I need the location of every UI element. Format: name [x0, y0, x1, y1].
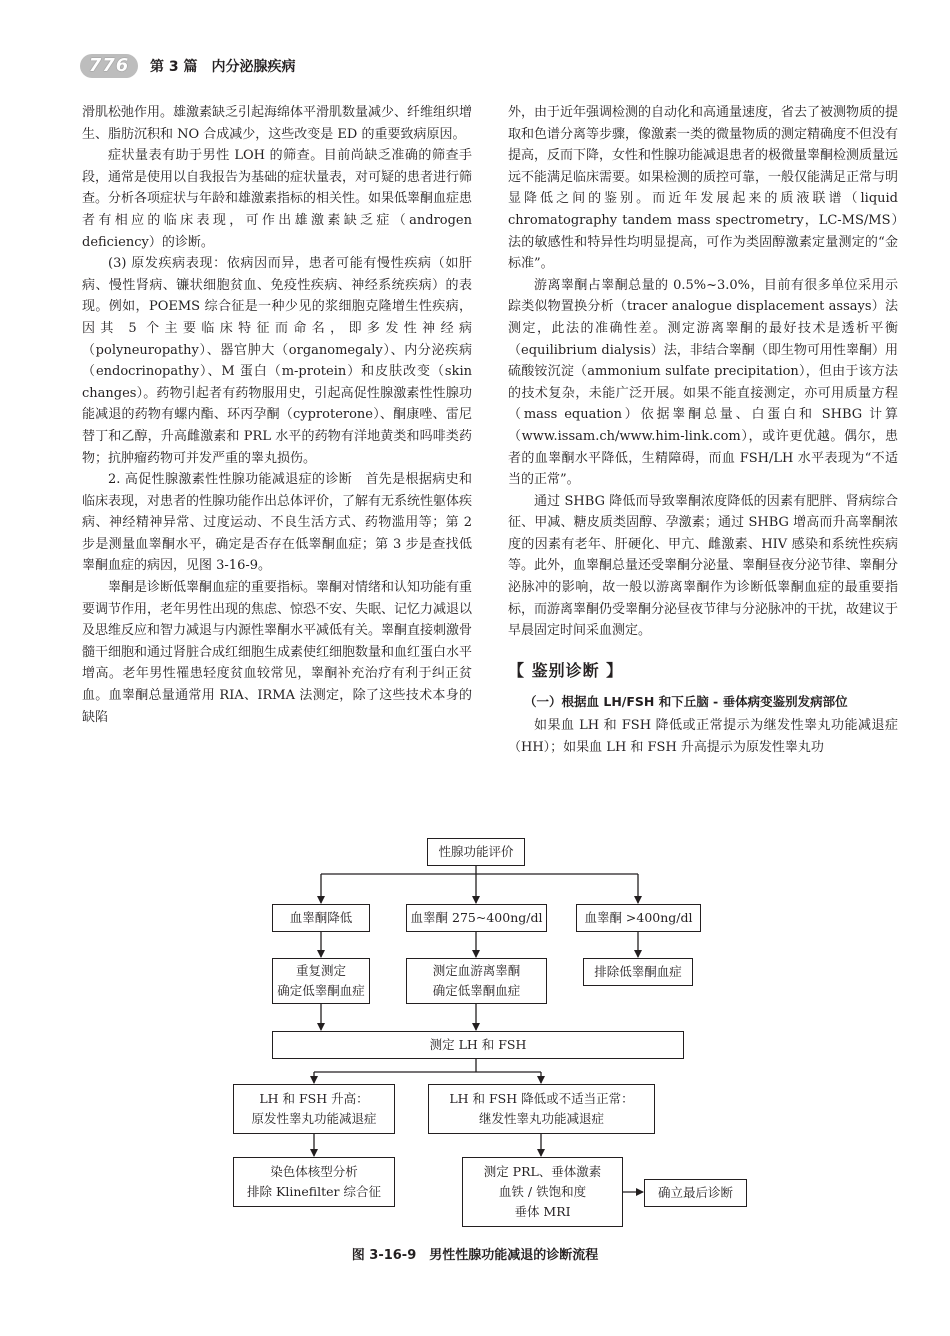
right-paragraph-1: 外，由于近年强调检测的自动化和高通量速度，省去了被测物质的提取和色谱分离等步骤，像激素一类的微量物质的测定精确度不但没有提高，反而下降，女性和性腺功能减退患者的极微量睾酮检测质量远远不能满足临床需要。如果检测的质控可靠，一般仅能满足正常与明显降低之间的鉴别。而近年发展起来的质液联谱（liquid chromatography tandem mass spectrometry，LC-MS/MS）法的敏感性和特异性均明显提高，可作为类固醇激素定量测定的“金标准”。: [508, 105, 899, 272]
figure-caption: 图 3-16-9 男性性腺功能减退的诊断流程: [351, 1248, 599, 1263]
right-paragraph-3: 通过 SHBG 降低而导致睾酮浓度降低的因素有肥胖、肾病综合征、甲减、糖皮质类固醇、孕激素；通过 SHBG 增高而升高睾酮浓度的因素有老年、肝硬化、甲亢、雌激素、HIV 感染和系统性疾病等。此外，血睾酮总量还受睾酮分泌量、睾酮昼夜分泌节律、睾酮分泌脉冲的影响，故一般以游离睾酮作为诊断低睾酮血症的最重要指标，而游离睾酮仍受睾酮分泌昼夜节律与分泌脉冲的干扰，故建议于早晨固定时间采血测定。: [508, 493, 899, 639]
left-paragraph-4: 2. 高促性腺激素性性腺功能减退症的诊断 首先是根据病史和临床表现，对患者的性腺功能作出总体评价，了解有无系统性躯体疾病、神经精神异常、过度运动、不良生活方式、药物滥用等；第 2 步是测量血睾酮水平，确定是否存在低睾酮血症；第 3 步是查找低睾酮血症的病因，见图 3-16-9。: [82, 472, 473, 574]
subsection-title: （一）根据血 LH/FSH 和下丘脑 - 垂体病变鉴别发病部位: [524, 694, 848, 710]
left-paragraph-5: 睾酮是诊断低睾酮血症的重要指标。睾酮对情绪和认知功能有重要调节作用，老年男性出现的焦虑、惊恐不安、失眠、记忆力减退以及思维反应和智力减退与内源性睾酮水平减低有关。睾酮直接刺激骨髓干细胞和通过肾脏合成红细胞生成素使红细胞数量和血红蛋白水平增高。老年男性罹患轻度贫血较常见，睾酮补充治疗有利于纠正贫血。血睾酮总量通常用 RIA、IRMA 法测定，除了这些技术本身的缺陷: [82, 580, 473, 725]
flow-box-primary-hypogonadism: [233, 1084, 395, 1134]
left-paragraph-2: 症状量表有助于男性 LOH 的筛查。目前尚缺乏准确的筛查手段，通常是使用以自我报告为基础的症状量表，对可疑的患者进行筛查。分析各项症状与年龄和雄激素指标的相关性。如果低睾酮血症患者有相应的临床表现，可作出雄激素缺乏症（androgen deficiency）的诊断。: [82, 148, 473, 250]
right-paragraph-2: 游离睾酮占睾酮总量的 0.5%~3.0%，目前有很多单位采用示踪类似物置换分析（tracer analogue displacement assays）法测定，此法的准确性差。测定游离睾酮的最好技术是透析平衡（equilibrium dialysis）法，非结合睾酮（即生物可用性睾酮）用硫酸铵沉淀（ammonium sulfate precipitation），但由于该方法的技术复杂，未能广泛开展。如果不能直接测定，亦可用质量方程（mass equation）依据睾酮总量、白蛋白和 SHBG 计算（www.issam.ch/www.him-link.com），或许更优越。偶尔，患者的血睾酮水平降低，生精障碍，而血 FSH/LH 水平表现为“不适当的正常”。: [508, 277, 898, 488]
flow-text: 染色体核型分析: [270, 1164, 358, 1179]
flow-text: 测定血游离睾酮: [432, 963, 521, 978]
flow-box-karyotype: [233, 1157, 395, 1207]
flow-box-repeat-measure: [272, 958, 370, 1004]
flow-text: 排除 Klinefilter 综合征: [247, 1184, 381, 1199]
flow-text: 垂体 MRI: [514, 1204, 571, 1219]
flow-box-free-testosterone: [406, 958, 547, 1004]
page-number-badge: 776: [80, 54, 138, 78]
flow-box-low-testosterone: 血睾酮降低: [272, 904, 370, 932]
flow-box-measure-lh-fsh: 测定 LH 和 FSH: [272, 1031, 684, 1059]
flow-text: 测定 PRL、垂体激素: [483, 1164, 602, 1179]
flow-box-secondary-hypogonadism: [428, 1084, 655, 1134]
flow-text: LH 和 FSH 降低或不适当正常：: [449, 1091, 634, 1106]
flow-text: 重复测定: [295, 963, 346, 978]
flow-box-gonadal-evaluation: 性腺功能评价: [427, 838, 525, 866]
right-paragraph-4: 如果血 LH 和 FSH 降低或正常提示为继发性睾丸功能减退症（HH）；如果血 LH 和 FSH 升高提示为原发性睾丸功: [508, 718, 898, 755]
flow-text: 确定低睾酮血症: [277, 983, 365, 998]
flow-box-prl-pituitary: [462, 1157, 623, 1227]
flow-text: 确定低睾酮血症: [432, 983, 521, 998]
flow-text: LH 和 FSH 升高：: [259, 1091, 369, 1106]
section-title: 【 鉴别诊断 】: [508, 660, 624, 680]
left-paragraph-3: (3) 原发疾病表现：依病因而异，患者可能有慢性疾病（如肝病、慢性肾病、镰状细胞贫血、免疫性疾病、神经系统疾病）的表现。例如，POEMS 综合征是一种少见的浆细胞克隆增生性疾病，因其 5 个主要临床特征而命名，即多发性神经病（polyneuropathy）、器官肿大（organomegaly）、内分泌疾病（endocrinopathy）、M 蛋白（m-protein）和皮肤改变（skin changes）。药物引起者有药物服用史，引起高促性腺激素性性腺功能减退的药物有螺内酯、环丙孕酮（cyproterone）、酮康唑、雷尼替丁和乙醇，升高雌激素和 PRL 水平的药物有洋地黄类和吗啡类药物；抗肿瘤药物可并发严重的睾丸损伤。: [82, 256, 472, 466]
flow-box-borderline-testosterone: 血睾酮 275~400ng/dl: [406, 904, 547, 932]
flow-text: 血铁 / 铁饱和度: [498, 1184, 587, 1199]
left-paragraph-1: 滑肌松弛作用。雄激素缺乏引起海绵体平滑肌数量减少、纤维组织增生、脂肪沉积和 NO 合成减少，这些改变是 ED 的重要致病原因。: [82, 105, 473, 142]
part-title: 第 3 篇 内分泌腺疾病: [150, 59, 296, 75]
flow-box-normal-testosterone: 血睾酮 >400ng/dl: [576, 904, 701, 932]
flow-text: 原发性睾丸功能减退症: [251, 1111, 377, 1126]
flow-box-final-diagnosis: 确立最后诊断: [644, 1179, 747, 1207]
flow-text: 继发性睾丸功能减退症: [478, 1111, 604, 1126]
flow-box-exclude-low-testosterone: 排除低睾酮血症: [583, 958, 693, 986]
